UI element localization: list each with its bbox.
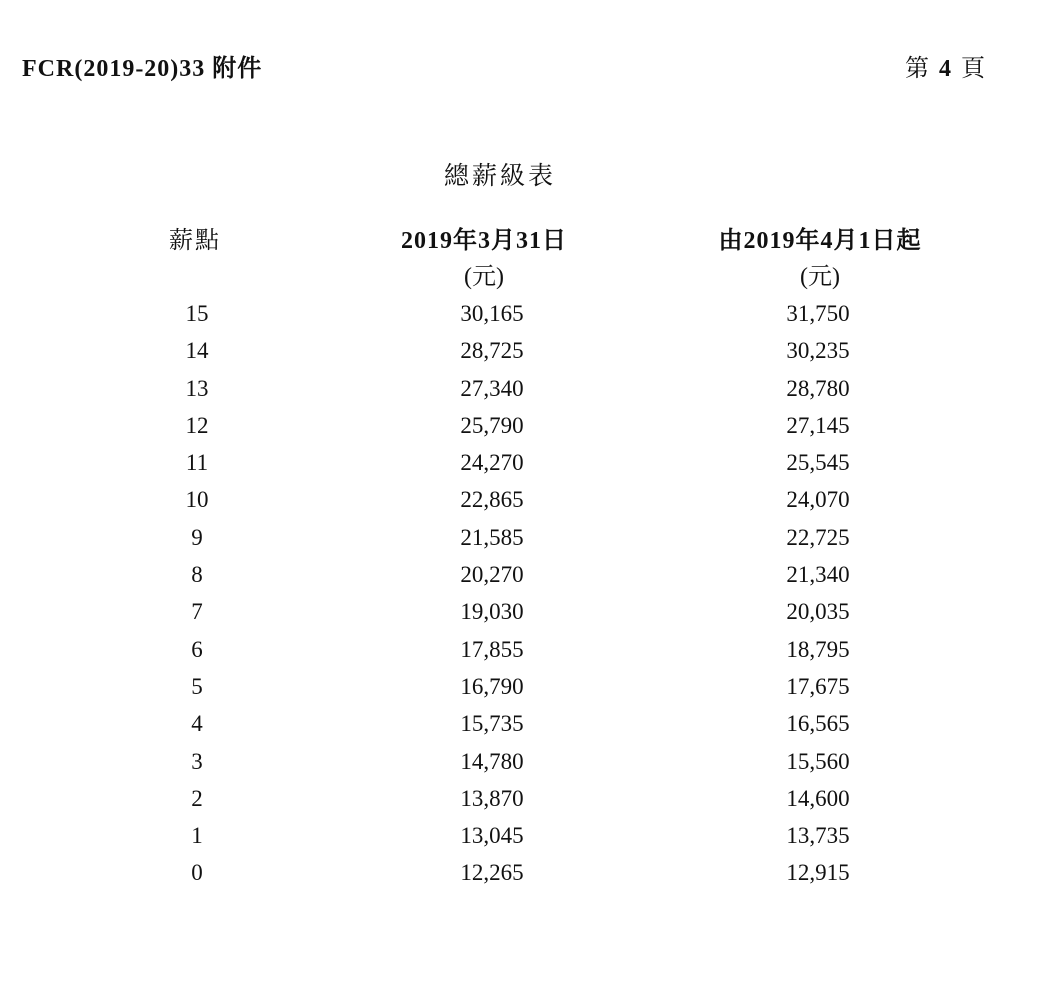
salary-point-cell: 12 <box>185 412 209 438</box>
salary-point-cell: 4 <box>191 711 203 737</box>
table-row <box>0 295 1039 332</box>
salary-point-cell: 9 <box>191 524 203 550</box>
table-row <box>0 780 1039 817</box>
salary-before-cell: 22,865 <box>460 487 524 513</box>
salary-after-cell: 15,560 <box>786 748 850 774</box>
salary-point-cell: 7 <box>191 599 203 625</box>
salary-before-cell: 24,270 <box>460 450 524 476</box>
column-header-before <box>369 223 599 295</box>
salary-after-cell: 27,145 <box>786 412 850 438</box>
column-header-before-unit: (元) <box>464 264 504 290</box>
salary-before-cell: 14,780 <box>460 748 524 774</box>
salary-before-cell: 17,855 <box>460 636 524 662</box>
column-header-after-unit: (元) <box>800 264 840 290</box>
page-number: 4 <box>939 56 953 82</box>
table-row <box>0 593 1039 630</box>
table-row <box>0 705 1039 742</box>
salary-before-cell: 20,270 <box>460 562 524 588</box>
salary-before-cell: 12,265 <box>460 860 524 886</box>
salary-point-cell: 3 <box>191 748 203 774</box>
table-row <box>0 332 1039 369</box>
table-title: 總薪級表 <box>443 163 556 190</box>
salary-after-cell: 22,725 <box>786 524 850 550</box>
salary-after-cell: 28,780 <box>786 375 850 401</box>
salary-point-cell: 8 <box>191 562 203 588</box>
column-header-before-date: 2019年3月31日 <box>401 228 567 254</box>
salary-point-cell: 5 <box>191 673 203 699</box>
salary-after-cell: 12,915 <box>786 860 850 886</box>
salary-after-cell: 16,565 <box>786 711 850 737</box>
page-suffix: 頁 <box>961 56 987 82</box>
salary-point-cell: 11 <box>185 450 209 476</box>
column-header-points <box>135 223 255 259</box>
table-row <box>0 668 1039 705</box>
salary-after-cell: 14,600 <box>786 785 850 811</box>
salary-before-cell: 27,340 <box>460 375 524 401</box>
salary-after-cell: 18,795 <box>786 636 850 662</box>
salary-after-cell: 24,070 <box>786 487 850 513</box>
table-row <box>0 854 1039 891</box>
salary-after-cell: 13,735 <box>786 823 850 849</box>
salary-point-cell: 14 <box>185 338 209 364</box>
table-row <box>0 444 1039 481</box>
column-header-points-label: 薪點 <box>169 228 221 254</box>
table-row <box>0 631 1039 668</box>
salary-point-cell: 15 <box>185 301 209 326</box>
salary-before-cell: 16,790 <box>460 673 524 699</box>
salary-before-cell: 21,585 <box>460 524 524 550</box>
table-row <box>0 556 1039 593</box>
salary-table-body <box>0 295 1039 892</box>
salary-before-cell: 28,725 <box>460 338 524 364</box>
salary-after-cell: 20,035 <box>786 599 850 625</box>
salary-point-cell: 1 <box>191 823 203 849</box>
table-row <box>0 407 1039 444</box>
table-row <box>0 370 1039 407</box>
salary-before-cell: 13,045 <box>460 823 524 849</box>
salary-before-cell: 15,735 <box>460 711 524 737</box>
table-row <box>0 743 1039 780</box>
column-header-after <box>690 223 950 295</box>
salary-before-cell: 13,870 <box>460 785 524 811</box>
salary-after-cell: 21,340 <box>786 562 850 588</box>
document-reference: FCR(2019-20)33 附件 <box>22 56 263 82</box>
salary-point-cell: 2 <box>191 785 203 811</box>
column-header-after-date: 由2019年4月1日起 <box>718 228 922 254</box>
salary-before-cell: 30,165 <box>460 301 524 326</box>
salary-before-cell: 25,790 <box>460 412 524 438</box>
table-row <box>0 481 1039 518</box>
salary-point-cell: 0 <box>191 860 203 886</box>
salary-after-cell: 17,675 <box>786 673 850 699</box>
salary-after-cell: 31,750 <box>786 301 850 326</box>
page-number-label <box>905 48 987 83</box>
salary-point-cell: 13 <box>185 375 209 401</box>
page-prefix: 第 <box>905 56 931 82</box>
salary-after-cell: 30,235 <box>786 338 850 364</box>
salary-before-cell: 19,030 <box>460 599 524 625</box>
table-row <box>0 817 1039 854</box>
salary-point-cell: 10 <box>185 487 209 513</box>
table-row <box>0 519 1039 556</box>
salary-point-cell: 6 <box>191 636 203 662</box>
salary-after-cell: 25,545 <box>786 450 850 476</box>
